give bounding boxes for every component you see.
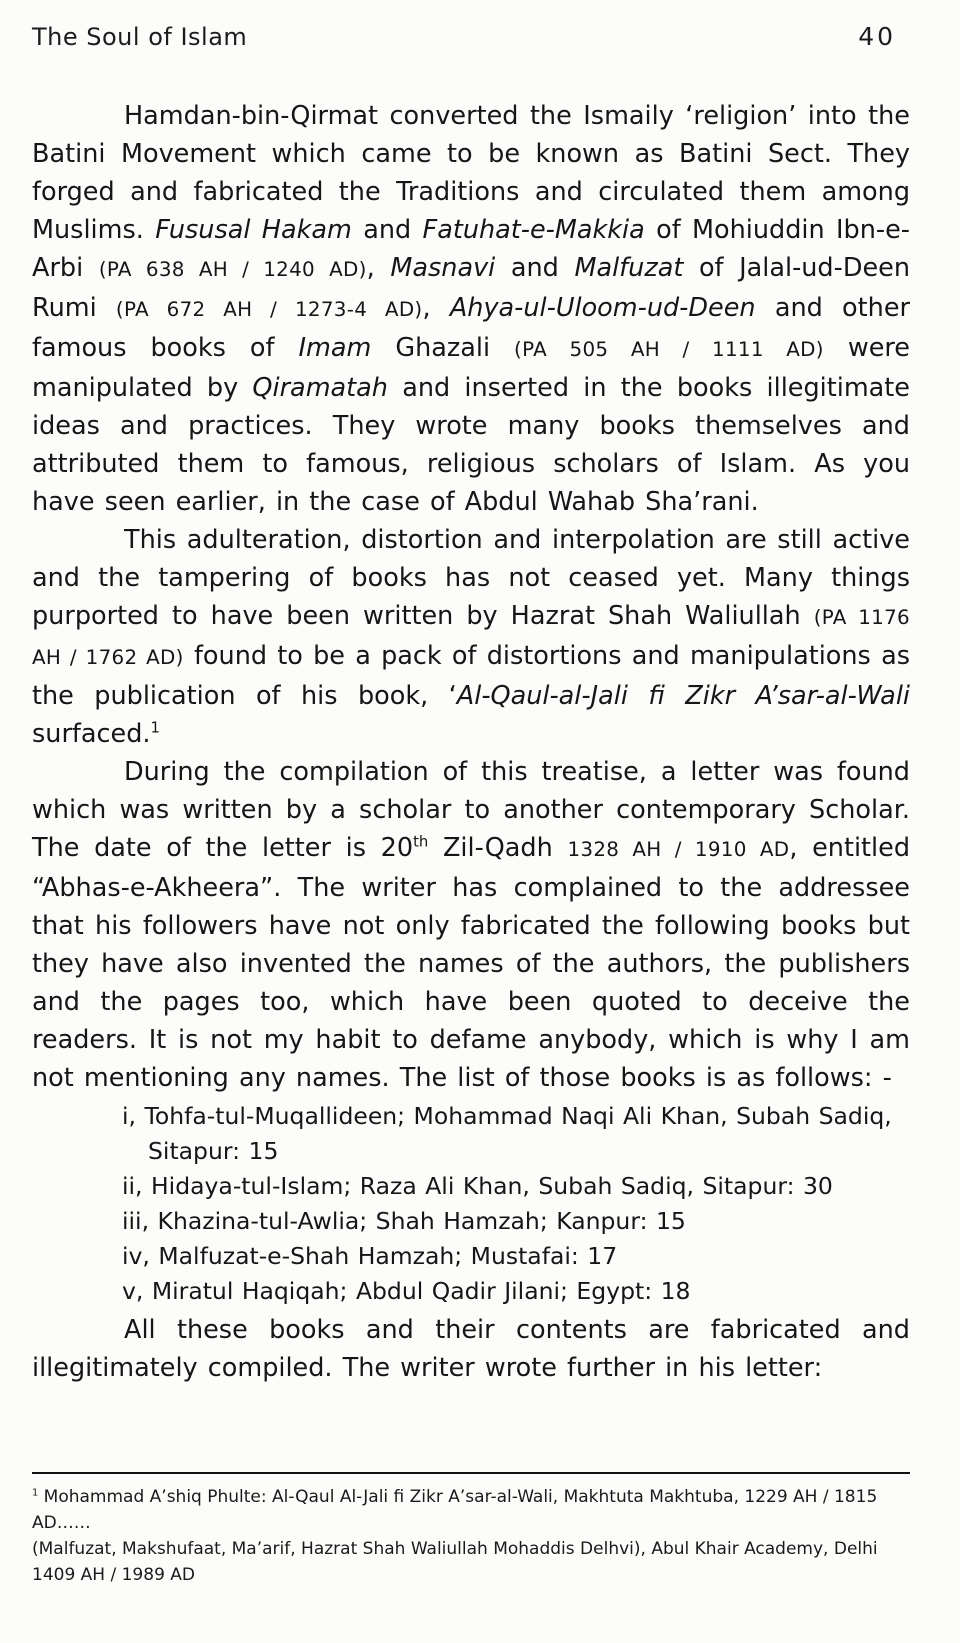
text-segment: , entitled “Abhas-e-Akheera”. The writer has complained to the addressee that his followers have not only fabricated the following books but they have also invented the names of the authors, the publishers and the pages too, which have been quoted to deceive the readers. It is not my habit to defame anybody, which is why I am not mentioning any names. The list of those books is as follows: - (32, 833, 911, 1093)
page-header (32, 22, 910, 51)
text-segment: Qiramatah (252, 373, 388, 403)
content-blocks (32, 97, 910, 1387)
body-text (32, 97, 910, 1387)
book-list-item: i, Tohfa-tul-Muqallideen; Mohammad Naqi Ali Khan, Subah Sadiq, Sitapur: 15 (122, 1102, 892, 1165)
running-title: The Soul of Islam (32, 23, 248, 51)
book-list-item: iv, Malfuzat-e-Shah Hamzah; Mustafai: 17 (122, 1242, 618, 1270)
text-segment: Ahya-ul-Uloom-ud-Deen (449, 293, 756, 323)
text-segment: , (422, 293, 450, 323)
book-list-item: iii, Khazina-tul-Awlia; Shah Hamzah; Kanpur: 15 (122, 1207, 686, 1235)
text-segment: 1 (32, 1487, 39, 1499)
text-segment: Imam (298, 333, 372, 363)
text-segment: All these books and their contents are fabricated and illegitimately compiled. The writer wrote further in his letter: (32, 1315, 910, 1383)
page-number: 40 (858, 22, 896, 51)
footnote-line (32, 1484, 910, 1536)
text-segment: (PA 672 AH / 1273-4 AD) (115, 298, 423, 321)
text-segment: (PA 505 AH / 1111 AD) (514, 338, 824, 361)
text-segment: Fususal Hakam (155, 215, 352, 245)
book-list-item: ii, Hidaya-tul-Islam; Raza Ali Khan, Subah Sadiq, Sitapur: 30 (122, 1172, 833, 1200)
text-segment: (PA 638 AH / 1240 AD) (98, 258, 367, 281)
text-segment: Malfuzat (574, 253, 684, 283)
paragraph (32, 97, 910, 521)
text-segment: , (366, 253, 391, 283)
text-segment: Hamdan-bin-Qirmat converted the Ismaily ‘religion’ into the Batini Movement which came to be known as Batini Sect. They forged and fabricated the Traditions and circulated them among Muslims. (32, 101, 910, 245)
text-segment: During the compilation of this treatise, a letter was found which was written by a scholar to another contemporary Scholar. The date of the letter is 20 (32, 757, 910, 863)
text-segment: 1328 AH / 1910 AD (567, 838, 790, 861)
paragraph (32, 753, 910, 1097)
footnote-line (32, 1536, 910, 1588)
text-segment: and (495, 253, 575, 283)
text-segment: This adulteration, distortion and interpolation are still active and the tampering of books has not ceased yet. Many things purported to have been written by Hazrat Shah Waliullah (32, 525, 910, 631)
text-segment: surfaced. (32, 719, 151, 749)
book-list (122, 1099, 910, 1309)
footnote-text (32, 1484, 910, 1588)
text-segment: of Jalal-ud-Deen Rumi (32, 253, 910, 323)
text-segment: Mohammad A’shiq Phulte: Al-Qaul Al-Jali fi Zikr A’sar-al-Wali, Makhtuta Makhtuba, 1229 AH / 1815 AD…… (32, 1487, 878, 1533)
text-segment: (Malfuzat, Makshufaat, Ma’arif, Hazrat Shah Waliullah Mohaddis Delhvi), Abul Khair Academy, Delhi 1409 AH / 1989 AD (32, 1539, 878, 1585)
text-segment: Zil-Qadh (428, 833, 568, 863)
text-segment: found to be a pack of distortions and manipulations as the publication of his book, ‘ (32, 641, 910, 711)
text-segment: Al-Qaul-al-Jali fi Zikr A’sar-al-Wali (456, 681, 910, 711)
text-segment: were manipulated by (32, 333, 910, 403)
text-segment: and inserted in the books illegitimate ideas and practices. They wrote many books themselves and attributed them to famous, religious scholars of Islam. As you have seen earlier, in the case of Abdul Wahab Sha’rani. (32, 373, 910, 517)
text-segment: of Mohiuddin Ibn-e-Arbi (32, 215, 910, 283)
paragraph (32, 521, 910, 753)
text-segment: 1 (150, 719, 160, 737)
text-segment: and (351, 215, 423, 245)
text-segment: Fatuhat-e-Makkia (422, 215, 645, 245)
footnote-section (32, 1472, 910, 1588)
text-segment: Ghazali (371, 333, 515, 363)
paragraph (32, 1311, 910, 1387)
text-segment: and other famous books of (32, 293, 910, 363)
book-list-item: v, Miratul Haqiqah; Abdul Qadir Jilani; Egypt: 18 (122, 1277, 691, 1305)
text-segment: Masnavi (390, 253, 496, 283)
text-segment: (PA 1176 AH / 1762 AD) (32, 606, 910, 669)
text-segment: th (413, 833, 429, 851)
